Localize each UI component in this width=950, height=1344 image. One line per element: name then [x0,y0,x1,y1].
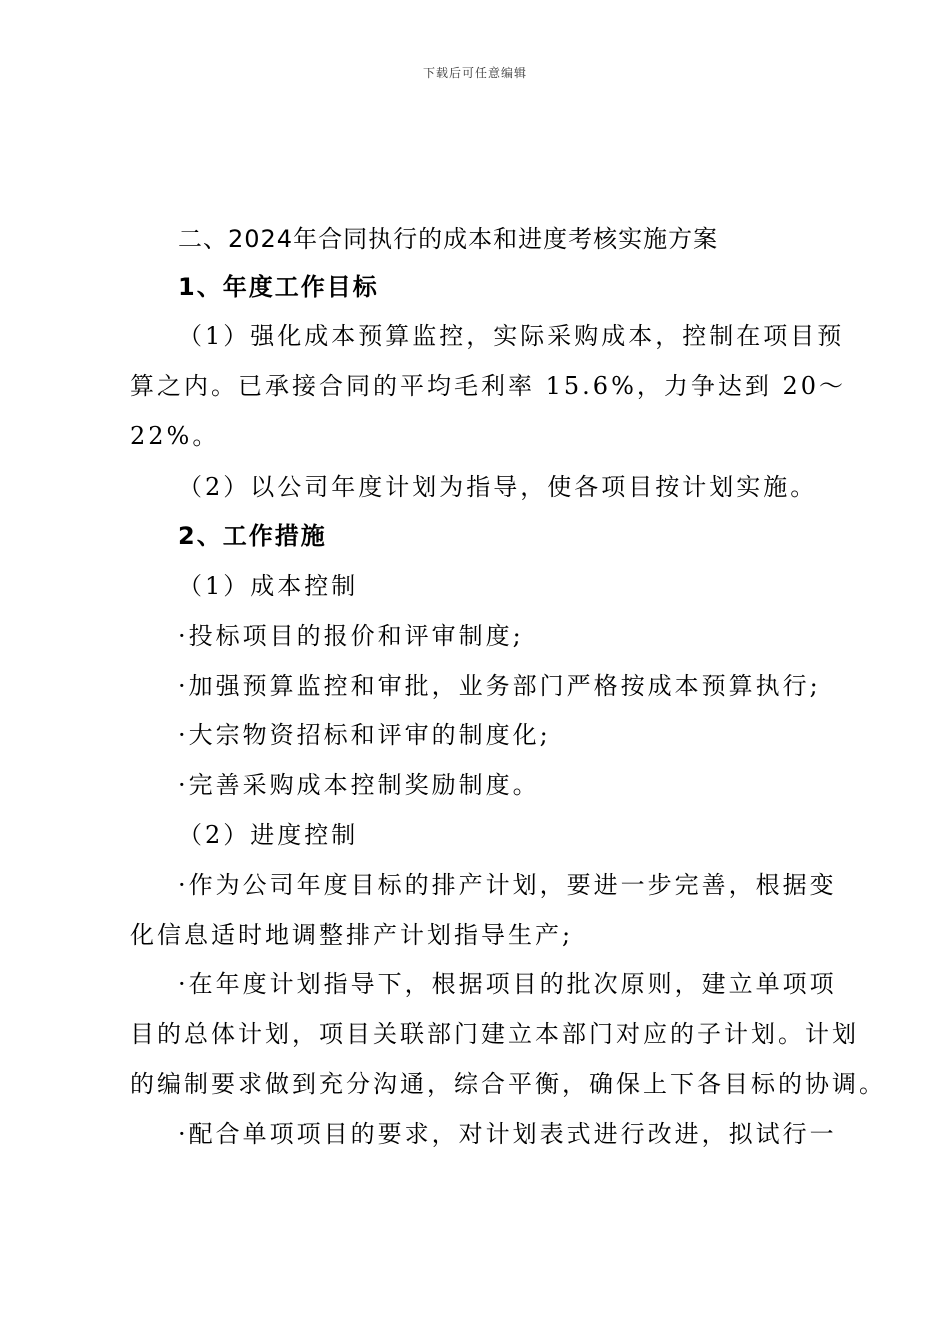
paragraph-line: （1）强化成本预算监控，实际采购成本，控制在项目预 [178,322,845,350]
list-item: ·大宗物资招标和评审的制度化; [178,721,551,749]
list-item: ·配合单项项目的要求，对计划表式进行改进，拟试行一 [178,1120,837,1148]
subsection-heading-cost: （1）成本控制 [178,572,359,600]
paragraph-line: （2）以公司年度计划为指导，使各项目按计划实施。 [178,473,818,501]
list-item: ·完善采购成本控制奖励制度。 [178,771,540,799]
section-heading-goals: 1、年度工作目标 [178,273,379,301]
section-heading-measures: 2、工作措施 [178,522,327,550]
paragraph-line: 算之内。已承接合同的平均毛利率 15.6%，力争达到 20～ [130,372,847,400]
list-item: ·加强预算监控和审批，业务部门严格按成本预算执行; [178,672,821,700]
list-item: ·作为公司年度目标的排产计划，要进一步完善，根据变 [178,871,837,899]
document-title: 二、2024年合同执行的成本和进度考核实施方案 [178,225,719,253]
paragraph-line: 化信息适时地调整排产计划指导生产; [130,921,574,949]
paragraph-line: 目的总体计划，项目关联部门建立本部门对应的子计划。计划 [130,1020,859,1048]
paragraph-line: 的编制要求做到充分沟通，综合平衡，确保上下各目标的协调。 [130,1070,886,1098]
page-header: 下载后可任意编辑 [422,66,527,80]
list-item: ·投标项目的报价和评审制度; [178,622,524,650]
subsection-heading-schedule: （2）进度控制 [178,821,359,849]
paragraph-line: 22%。 [130,422,220,450]
list-item: ·在年度计划指导下，根据项目的批次原则，建立单项项 [178,970,837,998]
